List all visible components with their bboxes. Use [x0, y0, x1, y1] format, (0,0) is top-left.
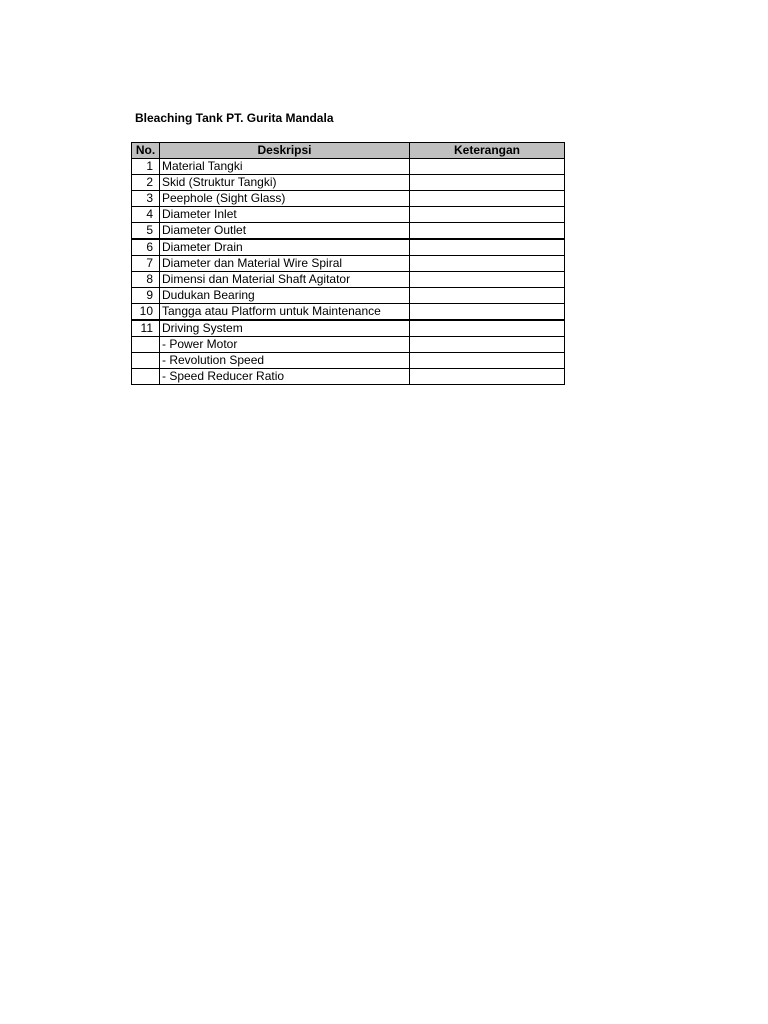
row-keterangan[interactable] [410, 369, 565, 385]
row-number: 2 [132, 175, 160, 191]
row-keterangan[interactable] [410, 304, 565, 321]
row-keterangan[interactable] [410, 320, 565, 337]
row-number: 5 [132, 223, 160, 240]
row-number [132, 353, 160, 369]
table-row [132, 304, 565, 321]
spec-table [131, 142, 565, 385]
row-deskripsi: Material Tangki [160, 159, 410, 175]
row-keterangan[interactable] [410, 337, 565, 353]
table-row [132, 239, 565, 256]
row-deskripsi: Diameter Outlet [160, 223, 410, 240]
table-row [132, 272, 565, 288]
table-row [132, 288, 565, 304]
row-number [132, 369, 160, 385]
row-deskripsi: Tangga atau Platform untuk Maintenance [160, 304, 410, 321]
row-number: 3 [132, 191, 160, 207]
row-keterangan[interactable] [410, 207, 565, 223]
header-deskripsi: Deskripsi [160, 143, 410, 159]
row-number: 6 [132, 239, 160, 256]
row-deskripsi: - Revolution Speed [160, 353, 410, 369]
table-row [132, 159, 565, 175]
row-number: 10 [132, 304, 160, 321]
table-row [132, 223, 565, 240]
row-keterangan[interactable] [410, 159, 565, 175]
row-keterangan[interactable] [410, 256, 565, 272]
table-header-row [132, 143, 565, 159]
table-row [132, 256, 565, 272]
row-number: 7 [132, 256, 160, 272]
row-number: 1 [132, 159, 160, 175]
row-keterangan[interactable] [410, 223, 565, 240]
row-number: 4 [132, 207, 160, 223]
row-number: 8 [132, 272, 160, 288]
table-row [132, 320, 565, 337]
row-deskripsi: Diameter Drain [160, 239, 410, 256]
table-row [132, 353, 565, 369]
row-number [132, 337, 160, 353]
row-keterangan[interactable] [410, 175, 565, 191]
row-keterangan[interactable] [410, 272, 565, 288]
row-deskripsi: - Speed Reducer Ratio [160, 369, 410, 385]
table-row [132, 207, 565, 223]
table-row [132, 191, 565, 207]
row-number: 9 [132, 288, 160, 304]
header-no: No. [132, 143, 160, 159]
row-keterangan[interactable] [410, 191, 565, 207]
row-number: 11 [132, 320, 160, 337]
document-title: Bleaching Tank PT. Gurita Mandala [135, 111, 334, 125]
table-row [132, 369, 565, 385]
row-deskripsi: Peephole (Sight Glass) [160, 191, 410, 207]
row-deskripsi: Driving System [160, 320, 410, 337]
table-row [132, 337, 565, 353]
row-deskripsi: Diameter Inlet [160, 207, 410, 223]
row-deskripsi: Diameter dan Material Wire Spiral [160, 256, 410, 272]
row-keterangan[interactable] [410, 239, 565, 256]
row-deskripsi: - Power Motor [160, 337, 410, 353]
row-keterangan[interactable] [410, 288, 565, 304]
table-row [132, 175, 565, 191]
row-keterangan[interactable] [410, 353, 565, 369]
row-deskripsi: Dudukan Bearing [160, 288, 410, 304]
row-deskripsi: Dimensi dan Material Shaft Agitator [160, 272, 410, 288]
row-deskripsi: Skid (Struktur Tangki) [160, 175, 410, 191]
header-keterangan: Keterangan [410, 143, 565, 159]
